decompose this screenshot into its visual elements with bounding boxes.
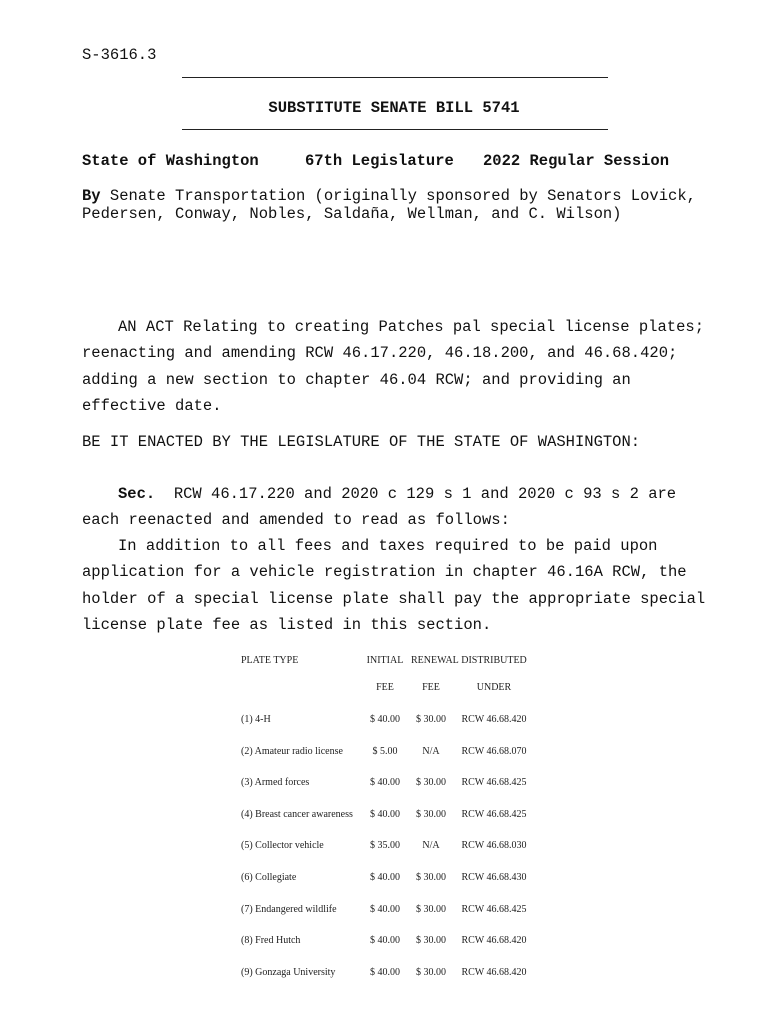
legislature-label: 67th Legislature	[305, 152, 454, 170]
title-bottom-rule	[182, 129, 608, 130]
initial-fee: $ 40.00	[370, 935, 400, 947]
section-line-2: each reenacted and amended to read as follows:	[82, 511, 510, 529]
section-text-1: RCW 46.17.220 and 2020 c 129 s 1 and 2020 c 93 s 2 are	[155, 485, 677, 503]
table-row	[241, 872, 561, 904]
header-initial-fee: FEE	[376, 682, 394, 693]
table-row	[241, 777, 561, 809]
renewal-fee: $ 30.00	[416, 966, 446, 978]
table-row	[241, 809, 561, 841]
plate-type: (2) Amateur radio license	[241, 745, 343, 757]
distributed-under: RCW 46.68.425	[461, 777, 527, 789]
header-plate-type: PLATE TYPE	[241, 655, 299, 666]
plate-type: (1) 4-H	[241, 714, 271, 725]
distributed-under: RCW 46.68.430	[461, 871, 527, 883]
renewal-fee: $ 30.00	[416, 871, 446, 883]
table-header-row-1	[241, 655, 561, 682]
document-id: S-3616.3	[82, 46, 157, 64]
initial-fee: $ 40.00	[370, 714, 400, 725]
header-initial: INITIAL	[366, 655, 404, 666]
distributed-under: RCW 46.68.420	[461, 966, 527, 978]
title-top-rule	[182, 77, 608, 78]
state-label: State of Washington	[82, 152, 259, 170]
act-title-paragraph: AN ACT Relating to creating Patches pal special license plates; reenacting and amending RCW 46.17.220, 46.18.200, and 46.68.420; adding a new section to chapter 46.04 RCW; and providing an effective date.	[82, 318, 704, 415]
fees-paragraph: In addition to all fees and taxes required to be paid upon application for a vehicle registration in chapter 46.16A RCW, the holder of a special license plate shall pay the appropriate special license plate fee as listed in this section.	[82, 537, 706, 634]
initial-fee: $ 35.00	[370, 840, 400, 852]
distributed-under: RCW 46.68.070	[461, 745, 527, 757]
plate-fee-table	[241, 655, 561, 998]
renewal-fee: $ 30.00	[416, 903, 446, 915]
session-label: 2022 Regular Session	[483, 152, 670, 170]
header-renewal: RENEWAL	[411, 655, 459, 666]
plate-type: (6) Collegiate	[241, 871, 297, 883]
header-distributed: DISTRIBUTED	[461, 655, 527, 666]
initial-fee: $ 40.00	[370, 871, 400, 883]
renewal-fee: $ 30.00	[416, 808, 446, 820]
renewal-fee: N/A	[422, 745, 440, 757]
sponsor-line-2: Pedersen, Conway, Nobles, Saldaña, Wellman, and C. Wilson)	[82, 205, 622, 223]
initial-fee: $ 40.00	[370, 966, 400, 978]
plate-type: (5) Collector vehicle	[241, 840, 324, 852]
table-row	[241, 714, 561, 746]
initial-fee: $ 40.00	[370, 903, 400, 915]
table-row	[241, 840, 561, 872]
renewal-fee: $ 30.00	[416, 935, 446, 947]
table-row	[241, 746, 561, 778]
renewal-fee: $ 30.00	[416, 714, 446, 725]
header-renewal-fee: FEE	[422, 682, 440, 693]
distributed-under: RCW 46.68.425	[461, 903, 527, 915]
plate-type: (3) Armed forces	[241, 777, 310, 789]
header-under: UNDER	[476, 682, 512, 693]
table-row	[241, 967, 561, 999]
table-row	[241, 935, 561, 967]
sponsor-by-label: By	[82, 187, 101, 205]
enacting-clause: BE IT ENACTED BY THE LEGISLATURE OF THE STATE OF WASHINGTON:	[82, 433, 641, 451]
bill-title: SUBSTITUTE SENATE BILL 5741	[268, 99, 520, 117]
distributed-under: RCW 46.68.420	[461, 935, 527, 947]
initial-fee: $ 40.00	[370, 777, 400, 789]
table-row	[241, 904, 561, 936]
renewal-fee: $ 30.00	[416, 777, 446, 789]
distributed-under: RCW 46.68.030	[461, 840, 527, 852]
initial-fee: $ 40.00	[370, 808, 400, 820]
initial-fee: $ 5.00	[372, 745, 398, 757]
plate-type: (4) Breast cancer awareness	[241, 808, 353, 820]
plate-type: (9) Gonzaga University	[241, 966, 336, 978]
plate-type: (8) Fred Hutch	[241, 935, 301, 947]
section-label: Sec.	[118, 485, 156, 503]
table-header-row-2	[241, 682, 561, 709]
renewal-fee: N/A	[422, 840, 440, 852]
plate-type: (7) Endangered wildlife	[241, 903, 337, 915]
section-line-1	[118, 485, 676, 503]
distributed-under: RCW 46.68.425	[461, 808, 527, 820]
sponsor-line-1	[82, 187, 696, 205]
sponsor-text-1: Senate Transportation (originally sponsored by Senators Lovick,	[109, 187, 696, 205]
distributed-under: RCW 46.68.420	[461, 714, 527, 725]
